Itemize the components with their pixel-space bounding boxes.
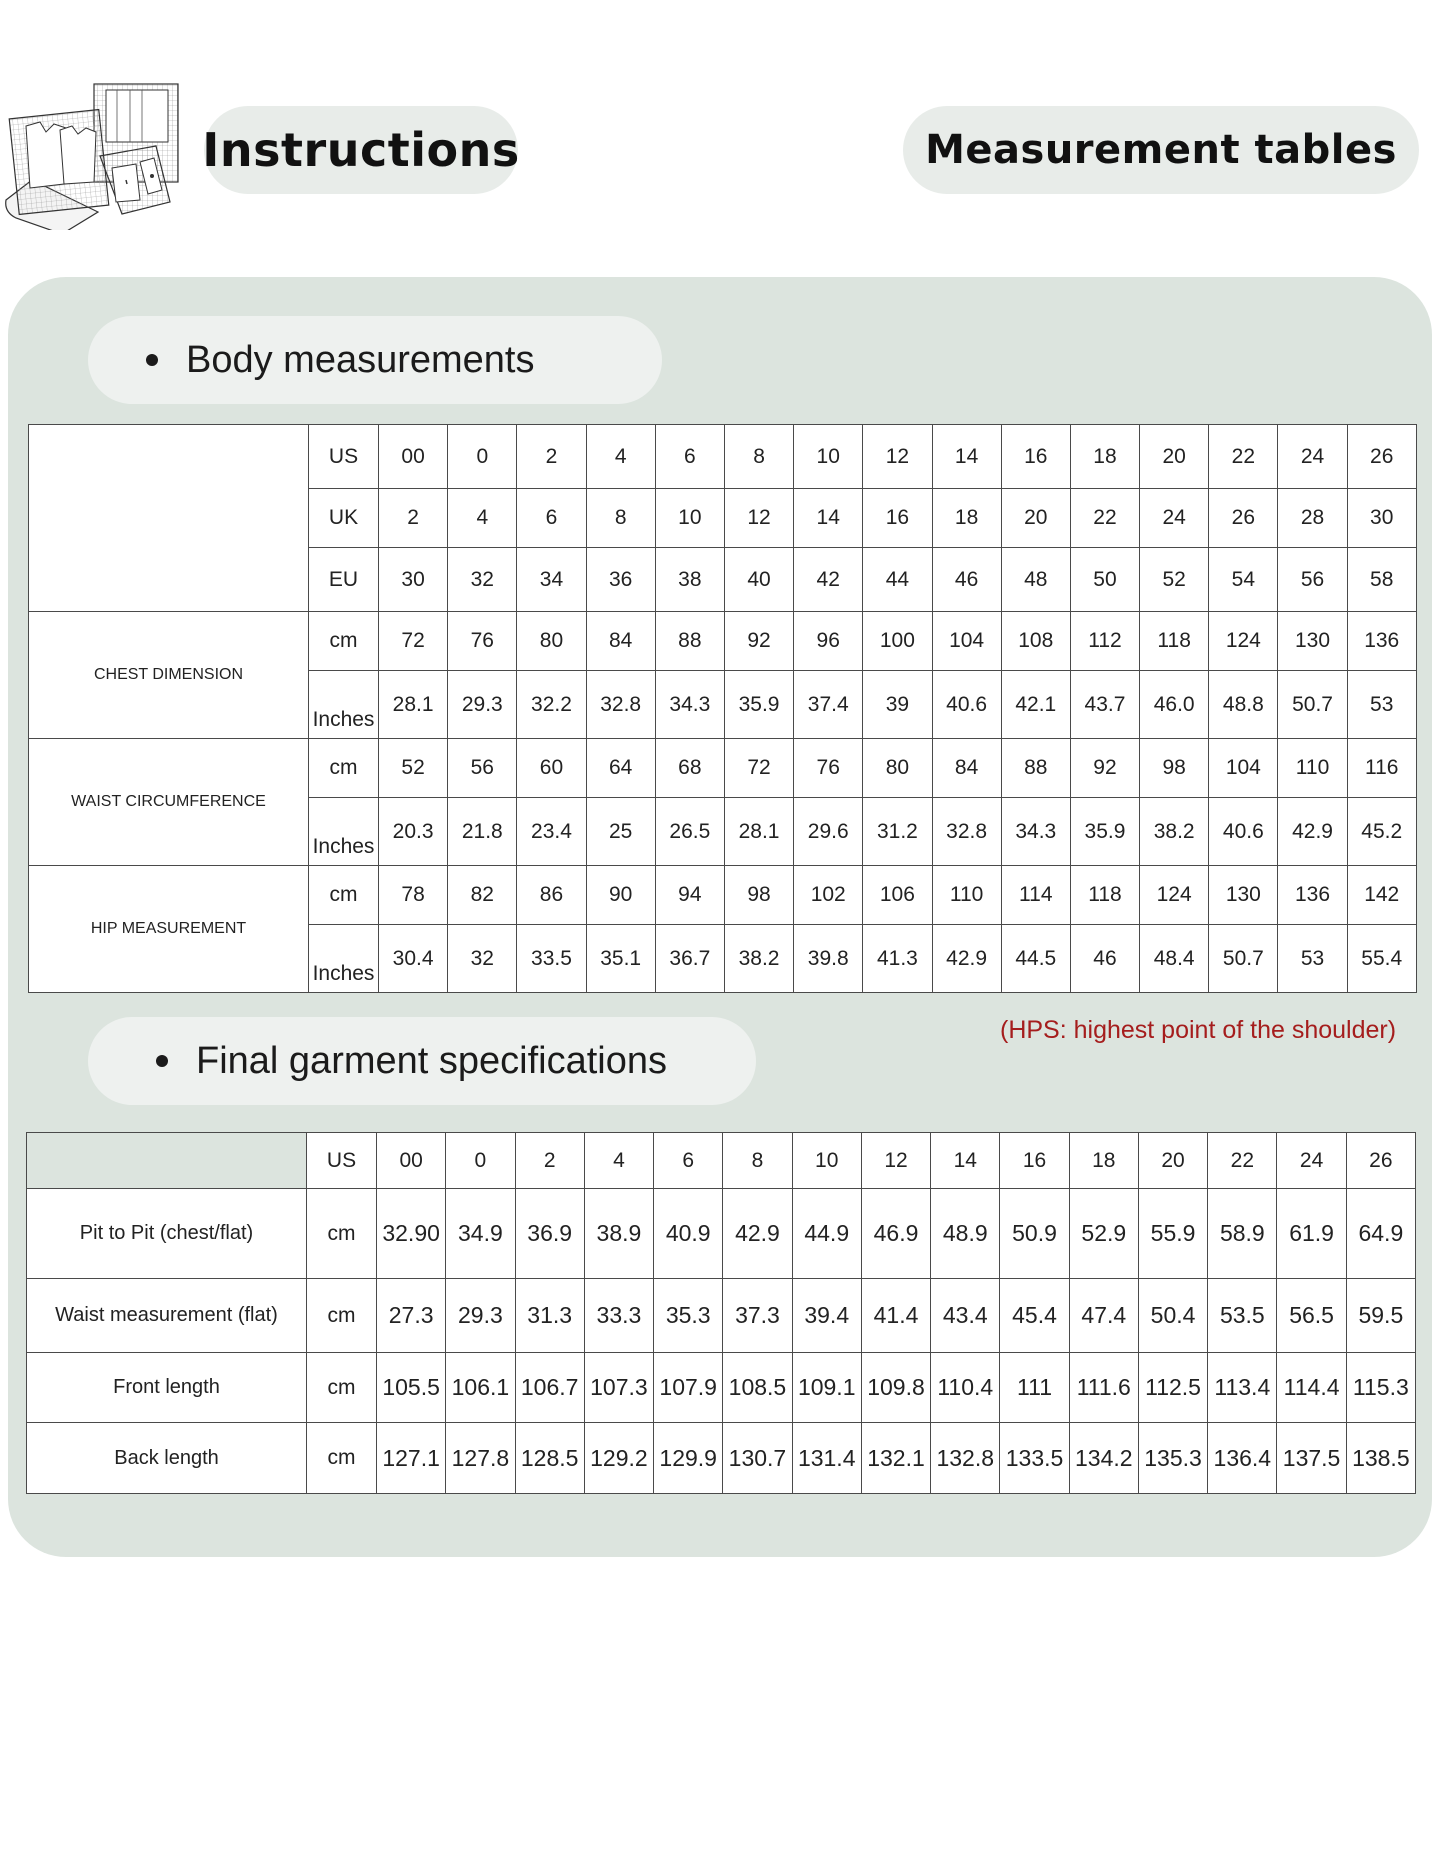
spec-label: Back length (27, 1423, 307, 1494)
value-cell: 37.4 (794, 671, 863, 739)
size-value-cell: 14 (931, 1133, 1000, 1189)
size-value-cell: 54 (1209, 548, 1278, 612)
value-cell: 21.8 (448, 798, 517, 866)
size-value-cell: 4 (586, 425, 655, 489)
size-value-cell: 8 (723, 1133, 792, 1189)
size-value-cell: 22 (1070, 489, 1139, 548)
value-cell: 136.4 (1208, 1423, 1277, 1494)
value-cell: 104 (932, 612, 1001, 671)
value-cell: 118 (1140, 612, 1209, 671)
unit-label: cm (309, 739, 379, 798)
value-cell: 33.5 (517, 925, 586, 993)
size-value-cell: 16 (863, 489, 932, 548)
value-cell: 36.9 (515, 1189, 584, 1279)
value-cell: 130.7 (723, 1423, 792, 1494)
value-cell: 38.2 (1140, 798, 1209, 866)
value-cell: 135.3 (1138, 1423, 1207, 1494)
value-cell: 110.4 (931, 1353, 1000, 1423)
measurement-row (29, 866, 1417, 925)
body-measurements-title: Body measurements (186, 338, 535, 381)
instructions-label: Instructions (202, 123, 520, 177)
size-value-cell: 12 (861, 1133, 930, 1189)
value-cell: 115.3 (1346, 1353, 1415, 1423)
value-cell: 55.4 (1347, 925, 1416, 993)
size-value-cell: 18 (1069, 1133, 1138, 1189)
value-cell: 46 (1070, 925, 1139, 993)
value-cell: 86 (517, 866, 586, 925)
value-cell: 98 (724, 866, 793, 925)
value-cell: 129.2 (584, 1423, 653, 1494)
value-cell: 142 (1347, 866, 1416, 925)
final-garment-table (26, 1132, 1416, 1494)
value-cell: 82 (448, 866, 517, 925)
value-cell: 39.4 (792, 1279, 861, 1353)
spec-row (27, 1189, 1416, 1279)
value-cell: 33.3 (584, 1279, 653, 1353)
unit-label: Inches (309, 671, 379, 739)
size-value-cell: 6 (654, 1133, 723, 1189)
value-cell: 112 (1070, 612, 1139, 671)
value-cell: 68 (655, 739, 724, 798)
measurement-label: CHEST DIMENSION (29, 612, 309, 739)
value-cell: 56 (448, 739, 517, 798)
value-cell: 28.1 (379, 671, 448, 739)
value-cell: 50.7 (1209, 925, 1278, 993)
unit-label: cm (307, 1353, 377, 1423)
size-value-cell: 20 (1138, 1133, 1207, 1189)
size-value-cell: 36 (586, 548, 655, 612)
size-value-cell: 26 (1209, 489, 1278, 548)
size-system-label: EU (309, 548, 379, 612)
value-cell: 112.5 (1138, 1353, 1207, 1423)
value-cell: 38.2 (724, 925, 793, 993)
value-cell: 105.5 (377, 1353, 446, 1423)
value-cell: 102 (794, 866, 863, 925)
value-cell: 130 (1278, 612, 1347, 671)
size-value-cell: 48 (1001, 548, 1070, 612)
value-cell: 88 (1001, 739, 1070, 798)
unit-label: cm (307, 1423, 377, 1494)
value-cell: 118 (1070, 866, 1139, 925)
size-value-cell: 00 (379, 425, 448, 489)
size-value-cell: 10 (792, 1133, 861, 1189)
value-cell: 32.90 (377, 1189, 446, 1279)
size-value-cell: 2 (379, 489, 448, 548)
value-cell: 76 (794, 739, 863, 798)
value-cell: 129.9 (654, 1423, 723, 1494)
value-cell: 109.1 (792, 1353, 861, 1423)
value-cell: 124 (1140, 866, 1209, 925)
value-cell: 104 (1209, 739, 1278, 798)
size-value-cell: 44 (863, 548, 932, 612)
size-value-cell: 58 (1347, 548, 1416, 612)
value-cell: 128.5 (515, 1423, 584, 1494)
size-value-cell: 0 (448, 425, 517, 489)
value-cell: 61.9 (1277, 1189, 1346, 1279)
size-value-cell: 18 (1070, 425, 1139, 489)
value-cell: 106.7 (515, 1353, 584, 1423)
size-value-cell: 12 (724, 489, 793, 548)
value-cell: 36.7 (655, 925, 724, 993)
value-cell: 60 (517, 739, 586, 798)
value-cell: 116 (1347, 739, 1416, 798)
value-cell: 39.8 (794, 925, 863, 993)
sewing-pattern-icon (2, 80, 180, 230)
value-cell: 44.5 (1001, 925, 1070, 993)
size-value-cell: 4 (448, 489, 517, 548)
size-value-cell: 34 (517, 548, 586, 612)
value-cell: 42.9 (1278, 798, 1347, 866)
size-value-cell: 16 (1000, 1133, 1069, 1189)
size-value-cell: 8 (586, 489, 655, 548)
value-cell: 29.3 (446, 1279, 515, 1353)
value-cell: 109.8 (861, 1353, 930, 1423)
spec-label: Waist measurement (flat) (27, 1279, 307, 1353)
value-cell: 30.4 (379, 925, 448, 993)
value-cell: 111.6 (1069, 1353, 1138, 1423)
value-cell: 29.3 (448, 671, 517, 739)
value-cell: 29.6 (794, 798, 863, 866)
value-cell: 44.9 (792, 1189, 861, 1279)
value-cell: 84 (586, 612, 655, 671)
bullet-icon (156, 1055, 168, 1067)
value-cell: 40.6 (1209, 798, 1278, 866)
value-cell: 41.4 (861, 1279, 930, 1353)
value-cell: 80 (517, 612, 586, 671)
size-value-cell: 24 (1277, 1133, 1346, 1189)
size-value-cell: 24 (1140, 489, 1209, 548)
size-row (27, 1133, 1416, 1189)
value-cell: 42.9 (723, 1189, 792, 1279)
size-value-cell: 6 (517, 489, 586, 548)
size-value-cell: 14 (794, 489, 863, 548)
value-cell: 28.1 (724, 798, 793, 866)
value-cell: 90 (586, 866, 655, 925)
value-cell: 43.4 (931, 1279, 1000, 1353)
value-cell: 40.6 (932, 671, 1001, 739)
value-cell: 31.2 (863, 798, 932, 866)
size-value-cell: 52 (1140, 548, 1209, 612)
size-system-label: UK (309, 489, 379, 548)
value-cell: 92 (724, 612, 793, 671)
measurement-tables-tab[interactable] (903, 106, 1419, 194)
size-value-cell: 12 (863, 425, 932, 489)
value-cell: 64.9 (1346, 1189, 1415, 1279)
empty-corner-cell (27, 1133, 307, 1189)
value-cell: 80 (863, 739, 932, 798)
final-garment-title: Final garment specifications (196, 1039, 667, 1082)
measurement-label: HIP MEASUREMENT (29, 866, 309, 993)
value-cell: 88 (655, 612, 724, 671)
size-value-cell: 8 (724, 425, 793, 489)
size-value-cell: 22 (1208, 1133, 1277, 1189)
value-cell: 50.7 (1278, 671, 1347, 739)
value-cell: 34.3 (1001, 798, 1070, 866)
value-cell: 94 (655, 866, 724, 925)
value-cell: 32.8 (932, 798, 1001, 866)
value-cell: 50.9 (1000, 1189, 1069, 1279)
value-cell: 114 (1001, 866, 1070, 925)
value-cell: 48.4 (1140, 925, 1209, 993)
value-cell: 56.5 (1277, 1279, 1346, 1353)
value-cell: 98 (1140, 739, 1209, 798)
value-cell: 48.8 (1209, 671, 1278, 739)
measurement-label: WAIST CIRCUMFERENCE (29, 739, 309, 866)
instructions-tab[interactable] (204, 106, 518, 194)
value-cell: 137.5 (1277, 1423, 1346, 1494)
measurement-row (29, 739, 1417, 798)
unit-label: Inches (309, 798, 379, 866)
empty-corner-cell (29, 425, 309, 612)
size-value-cell: 26 (1346, 1133, 1415, 1189)
value-cell: 96 (794, 612, 863, 671)
value-cell: 110 (1278, 739, 1347, 798)
unit-label: cm (309, 612, 379, 671)
value-cell: 35.3 (654, 1279, 723, 1353)
value-cell: 131.4 (792, 1423, 861, 1494)
size-value-cell: 14 (932, 425, 1001, 489)
size-value-cell: 56 (1278, 548, 1347, 612)
value-cell: 132.1 (861, 1423, 930, 1494)
value-cell: 138.5 (1346, 1423, 1415, 1494)
size-value-cell: 38 (655, 548, 724, 612)
size-value-cell: 28 (1278, 489, 1347, 548)
size-value-cell: 24 (1278, 425, 1347, 489)
size-value-cell: 2 (515, 1133, 584, 1189)
size-system-label: US (307, 1133, 377, 1189)
value-cell: 107.3 (584, 1353, 653, 1423)
value-cell: 100 (863, 612, 932, 671)
value-cell: 39 (863, 671, 932, 739)
size-value-cell: 4 (584, 1133, 653, 1189)
value-cell: 46.0 (1140, 671, 1209, 739)
value-cell: 136 (1347, 612, 1416, 671)
size-value-cell: 6 (655, 425, 724, 489)
value-cell: 46.9 (861, 1189, 930, 1279)
value-cell: 58.9 (1208, 1189, 1277, 1279)
value-cell: 20.3 (379, 798, 448, 866)
value-cell: 53.5 (1208, 1279, 1277, 1353)
value-cell: 37.3 (723, 1279, 792, 1353)
value-cell: 134.2 (1069, 1423, 1138, 1494)
value-cell: 43.7 (1070, 671, 1139, 739)
value-cell: 113.4 (1208, 1353, 1277, 1423)
value-cell: 34.9 (446, 1189, 515, 1279)
size-value-cell: 00 (377, 1133, 446, 1189)
value-cell: 31.3 (515, 1279, 584, 1353)
value-cell: 42.1 (1001, 671, 1070, 739)
value-cell: 48.9 (931, 1189, 1000, 1279)
unit-label: cm (309, 866, 379, 925)
value-cell: 110 (932, 866, 1001, 925)
value-cell: 132.8 (931, 1423, 1000, 1494)
spec-row (27, 1423, 1416, 1494)
size-value-cell: 2 (517, 425, 586, 489)
value-cell: 133.5 (1000, 1423, 1069, 1494)
value-cell: 72 (724, 739, 793, 798)
size-value-cell: 20 (1140, 425, 1209, 489)
size-value-cell: 20 (1001, 489, 1070, 548)
size-value-cell: 40 (724, 548, 793, 612)
value-cell: 47.4 (1069, 1279, 1138, 1353)
size-value-cell: 16 (1001, 425, 1070, 489)
value-cell: 72 (379, 612, 448, 671)
value-cell: 114.4 (1277, 1353, 1346, 1423)
value-cell: 130 (1209, 866, 1278, 925)
value-cell: 53 (1278, 925, 1347, 993)
size-value-cell: 22 (1209, 425, 1278, 489)
value-cell: 25 (586, 798, 655, 866)
value-cell: 55.9 (1138, 1189, 1207, 1279)
value-cell: 52.9 (1069, 1189, 1138, 1279)
bullet-icon (146, 354, 158, 366)
value-cell: 26.5 (655, 798, 724, 866)
size-value-cell: 50 (1070, 548, 1139, 612)
value-cell: 106 (863, 866, 932, 925)
final-garment-heading (88, 1017, 756, 1105)
value-cell: 45.4 (1000, 1279, 1069, 1353)
body-measurements-table (28, 424, 1417, 993)
unit-label: Inches (309, 925, 379, 993)
value-cell: 35.9 (724, 671, 793, 739)
value-cell: 45.2 (1347, 798, 1416, 866)
size-value-cell: 42 (794, 548, 863, 612)
value-cell: 136 (1278, 866, 1347, 925)
size-value-cell: 10 (794, 425, 863, 489)
value-cell: 40.9 (654, 1189, 723, 1279)
value-cell: 111 (1000, 1353, 1069, 1423)
value-cell: 41.3 (863, 925, 932, 993)
value-cell: 108 (1001, 612, 1070, 671)
measurement-tables-label: Measurement tables (925, 127, 1397, 173)
value-cell: 108.5 (723, 1353, 792, 1423)
value-cell: 38.9 (584, 1189, 653, 1279)
unit-label: cm (307, 1279, 377, 1353)
value-cell: 92 (1070, 739, 1139, 798)
size-value-cell: 30 (379, 548, 448, 612)
size-value-cell: 26 (1347, 425, 1416, 489)
value-cell: 64 (586, 739, 655, 798)
value-cell: 42.9 (932, 925, 1001, 993)
size-value-cell: 30 (1347, 489, 1416, 548)
body-measurements-heading (88, 316, 662, 404)
unit-label: cm (307, 1189, 377, 1279)
value-cell: 52 (379, 739, 448, 798)
value-cell: 32 (448, 925, 517, 993)
size-value-cell: 10 (655, 489, 724, 548)
value-cell: 127.8 (446, 1423, 515, 1494)
value-cell: 84 (932, 739, 1001, 798)
value-cell: 78 (379, 866, 448, 925)
size-value-cell: 46 (932, 548, 1001, 612)
value-cell: 50.4 (1138, 1279, 1207, 1353)
value-cell: 35.1 (586, 925, 655, 993)
value-cell: 127.1 (377, 1423, 446, 1494)
spec-label: Front length (27, 1353, 307, 1423)
value-cell: 107.9 (654, 1353, 723, 1423)
size-row (29, 425, 1417, 489)
value-cell: 32.8 (586, 671, 655, 739)
spec-row (27, 1353, 1416, 1423)
size-system-label: US (309, 425, 379, 489)
hps-note: (HPS: highest point of the shoulder) (1000, 1016, 1397, 1044)
value-cell: 32.2 (517, 671, 586, 739)
measurement-row (29, 612, 1417, 671)
value-cell: 35.9 (1070, 798, 1139, 866)
value-cell: 106.1 (446, 1353, 515, 1423)
size-value-cell: 0 (446, 1133, 515, 1189)
spec-label: Pit to Pit (chest/flat) (27, 1189, 307, 1279)
value-cell: 27.3 (377, 1279, 446, 1353)
size-value-cell: 32 (448, 548, 517, 612)
spec-row (27, 1279, 1416, 1353)
size-value-cell: 18 (932, 489, 1001, 548)
value-cell: 34.3 (655, 671, 724, 739)
value-cell: 76 (448, 612, 517, 671)
value-cell: 59.5 (1346, 1279, 1415, 1353)
value-cell: 53 (1347, 671, 1416, 739)
value-cell: 124 (1209, 612, 1278, 671)
value-cell: 23.4 (517, 798, 586, 866)
